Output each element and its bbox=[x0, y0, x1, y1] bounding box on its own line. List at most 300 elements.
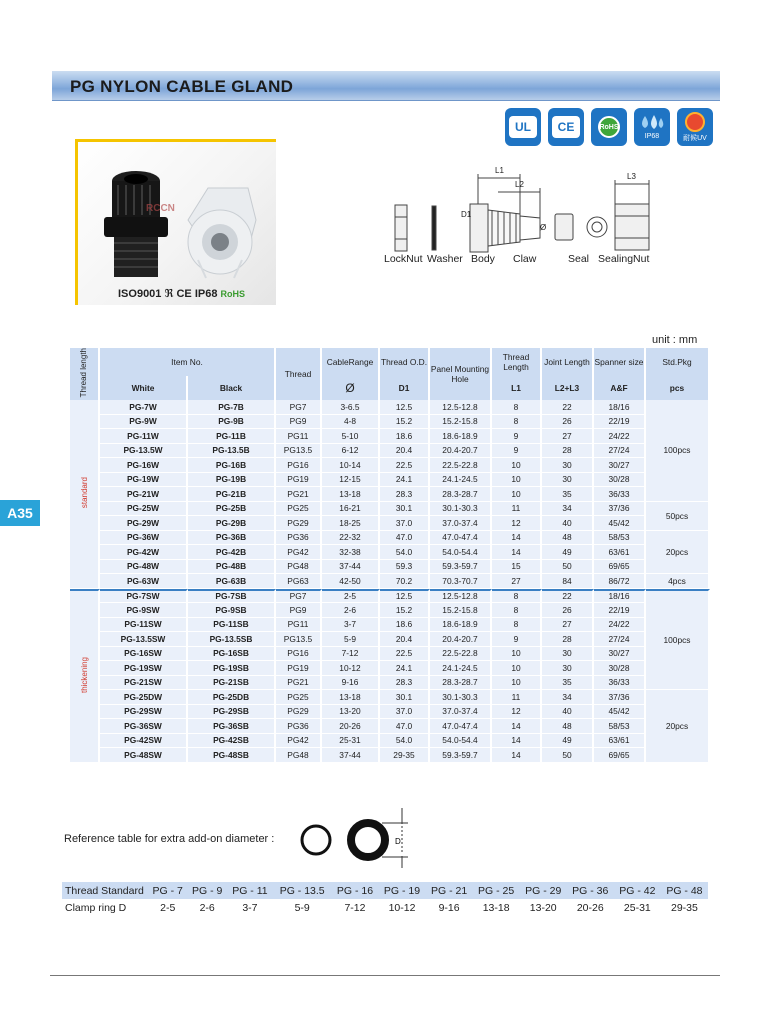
table-row bbox=[70, 429, 710, 444]
table-cell: 10 bbox=[492, 473, 542, 488]
table-cell: 8 bbox=[492, 415, 542, 430]
table-cell: 3-6.5 bbox=[322, 400, 380, 415]
std-pkg-sub: pcs bbox=[646, 376, 710, 400]
thread-length-side-label: Thread length bbox=[79, 348, 88, 398]
table-cell: 27/24 bbox=[594, 632, 646, 647]
table-cell: 28 bbox=[542, 444, 594, 459]
table-cell: PG-63W bbox=[100, 574, 188, 589]
table-cell: PG16 bbox=[276, 647, 322, 662]
table-cell: PG21 bbox=[276, 676, 322, 691]
unit-label: unit : mm bbox=[652, 334, 698, 346]
table-cell: PG-25DB bbox=[188, 690, 276, 705]
reference-cell: 29-35 bbox=[671, 901, 698, 914]
table-cell: 63/61 bbox=[594, 734, 646, 749]
thickening-side-label: thickening bbox=[79, 656, 89, 694]
table-cell: 27 bbox=[542, 429, 594, 444]
table-cell: 49 bbox=[542, 545, 594, 560]
table-cell: 14 bbox=[492, 545, 542, 560]
joint-length-header: Joint Length bbox=[542, 348, 594, 376]
table-cell: 54.0-54.4 bbox=[430, 734, 492, 749]
table-row bbox=[70, 661, 710, 676]
table-cell: PG-7SW bbox=[100, 589, 188, 604]
table-cell: 63/61 bbox=[594, 545, 646, 560]
table-cell: PG16 bbox=[276, 458, 322, 473]
table-cell: 22/19 bbox=[594, 415, 646, 430]
table-cell: 69/65 bbox=[594, 560, 646, 575]
table-cell: 30 bbox=[542, 473, 594, 488]
label-claw: Claw bbox=[513, 253, 537, 265]
thread-length-sub: L1 bbox=[492, 376, 542, 400]
table-cell: PG-25DW bbox=[100, 690, 188, 705]
label-body: Body bbox=[471, 253, 495, 265]
table-cell: PG25 bbox=[276, 502, 322, 517]
std-pkg-cell: 20pcs bbox=[646, 690, 710, 763]
reference-cell: PG - 11 bbox=[227, 882, 273, 899]
reference-clamp-row-label: Clamp ring D bbox=[65, 901, 127, 914]
table-cell: PG-29W bbox=[100, 516, 188, 531]
table-cell: 45/42 bbox=[594, 705, 646, 720]
table-cell: PG13.5 bbox=[276, 632, 322, 647]
black-header: Black bbox=[188, 376, 276, 400]
table-cell: 37.0-37.4 bbox=[430, 705, 492, 720]
table-cell: PG-19SW bbox=[100, 661, 188, 676]
table-cell: 47.0-47.4 bbox=[430, 531, 492, 546]
table-cell: 37/36 bbox=[594, 690, 646, 705]
table-cell: 49 bbox=[542, 734, 594, 749]
table-cell: 50 bbox=[542, 748, 594, 763]
table-cell: 48 bbox=[542, 531, 594, 546]
table-cell: PG-42W bbox=[100, 545, 188, 560]
table-cell: 22-32 bbox=[322, 531, 380, 546]
reference-table bbox=[62, 882, 708, 916]
table-cell: 69/65 bbox=[594, 748, 646, 763]
table-cell: 24.1-24.5 bbox=[430, 473, 492, 488]
table-cell: PG42 bbox=[276, 734, 322, 749]
table-cell: PG19 bbox=[276, 473, 322, 488]
table-cell: 9 bbox=[492, 444, 542, 459]
table-cell: PG36 bbox=[276, 531, 322, 546]
diagram-drawing bbox=[380, 170, 680, 255]
table-cell: 28 bbox=[542, 632, 594, 647]
joint-length-sub: L2+L3 bbox=[542, 376, 594, 400]
table-cell: 12.5-12.8 bbox=[430, 400, 492, 415]
reference-cell: 13-18 bbox=[482, 901, 510, 914]
reference-cell: PG - 42 bbox=[614, 882, 661, 899]
table-cell: 18-25 bbox=[322, 516, 380, 531]
table-cell: PG-16B bbox=[188, 458, 276, 473]
table-cell: 24/22 bbox=[594, 429, 646, 444]
table-cell: PG-29SW bbox=[100, 705, 188, 720]
table-cell: 34 bbox=[542, 502, 594, 517]
table-cell: 59.3-59.7 bbox=[430, 748, 492, 763]
reference-cell: 2-6 bbox=[199, 901, 215, 914]
table-cell: PG11 bbox=[276, 618, 322, 633]
table-cell: PG-13.5SB bbox=[188, 632, 276, 647]
table-cell: PG19 bbox=[276, 661, 322, 676]
table-cell: 4-8 bbox=[322, 415, 380, 430]
table-cell: 26 bbox=[542, 603, 594, 618]
table-row bbox=[70, 444, 710, 459]
table-cell: PG-25W bbox=[100, 502, 188, 517]
table-cell: 28.3 bbox=[380, 676, 430, 691]
table-cell: PG-7W bbox=[100, 400, 188, 415]
table-cell: PG29 bbox=[276, 516, 322, 531]
table-cell: 30/28 bbox=[594, 661, 646, 676]
table-row bbox=[70, 502, 710, 517]
reference-cell: PG - 36 bbox=[567, 882, 614, 899]
table-cell: 13-18 bbox=[322, 487, 380, 502]
table-cell: PG25 bbox=[276, 690, 322, 705]
table-cell: PG-21SB bbox=[188, 676, 276, 691]
table-cell: PG7 bbox=[276, 589, 322, 604]
table-cell: 22.5-22.8 bbox=[430, 458, 492, 473]
table-cell: 8 bbox=[492, 618, 542, 633]
table-row bbox=[70, 516, 710, 531]
table-cell: 30 bbox=[542, 458, 594, 473]
table-cell: 18.6-18.9 bbox=[430, 429, 492, 444]
dim-d1: D1 bbox=[461, 210, 472, 219]
table-cell: 37.0 bbox=[380, 516, 430, 531]
table-cell: PG36 bbox=[276, 719, 322, 734]
table-cell: 18.6 bbox=[380, 429, 430, 444]
table-cell: PG-48SB bbox=[188, 748, 276, 763]
panel-hole-header: Panel Mounting Hole bbox=[430, 348, 492, 400]
table-cell: 47.0 bbox=[380, 719, 430, 734]
table-cell: PG-25B bbox=[188, 502, 276, 517]
table-cell: 37-44 bbox=[322, 748, 380, 763]
photo-caption-main: ISO9001 ℜ CE IP68 bbox=[118, 288, 218, 300]
spanner-sub: A&F bbox=[594, 376, 646, 400]
reference-clamp-row bbox=[62, 899, 708, 916]
table-cell: 20-26 bbox=[322, 719, 380, 734]
table-cell: PG-48SW bbox=[100, 748, 188, 763]
table-cell: 54.0-54.4 bbox=[430, 545, 492, 560]
table-cell: PG-9SB bbox=[188, 603, 276, 618]
reference-header-row bbox=[62, 882, 708, 899]
table-cell: 30.1-30.3 bbox=[430, 690, 492, 705]
reference-cell: 3-7 bbox=[242, 901, 258, 914]
table-cell: PG-36B bbox=[188, 531, 276, 546]
table-row bbox=[70, 603, 710, 618]
std-pkg-cell: 100pcs bbox=[646, 400, 710, 502]
table-cell: 22.5 bbox=[380, 458, 430, 473]
reference-cell: PG - 21 bbox=[426, 882, 473, 899]
reference-cell: 20-26 bbox=[576, 901, 604, 914]
table-cell: PG-48B bbox=[188, 560, 276, 575]
reference-cell: PG - 19 bbox=[378, 882, 425, 899]
std-pkg-cell: 100pcs bbox=[646, 589, 710, 691]
table-cell: PG9 bbox=[276, 415, 322, 430]
table-row bbox=[70, 545, 710, 560]
spanner-header: Spanner size bbox=[594, 348, 646, 376]
uv-caption: 耐候UV bbox=[683, 134, 707, 142]
table-cell: PG-7B bbox=[188, 400, 276, 415]
table-cell: 14 bbox=[492, 748, 542, 763]
table-cell: 54.0 bbox=[380, 734, 430, 749]
table-row bbox=[70, 531, 710, 546]
table-row bbox=[70, 748, 710, 763]
table-cell: 14 bbox=[492, 719, 542, 734]
item-no-header: Item No. bbox=[100, 348, 276, 376]
table-cell: 15 bbox=[492, 560, 542, 575]
table-cell: 10 bbox=[492, 676, 542, 691]
table-cell: PG21 bbox=[276, 487, 322, 502]
table-cell: 37/36 bbox=[594, 502, 646, 517]
table-cell: 10 bbox=[492, 458, 542, 473]
reference-cell: 7-12 bbox=[344, 901, 366, 914]
ce-icon bbox=[548, 108, 584, 146]
spec-table bbox=[70, 348, 710, 763]
product-photo bbox=[75, 139, 276, 305]
table-cell: PG-19SB bbox=[188, 661, 276, 676]
black-gland-image bbox=[100, 167, 172, 285]
table-cell: 37.0 bbox=[380, 705, 430, 720]
table-row bbox=[70, 415, 710, 430]
table-cell: 40 bbox=[542, 516, 594, 531]
table-cell: PG-13.5B bbox=[188, 444, 276, 459]
ce-glyph: CE bbox=[552, 116, 580, 138]
table-cell: PG63 bbox=[276, 574, 322, 589]
dim-l3: L3 bbox=[627, 172, 636, 181]
group-side-cell bbox=[70, 589, 100, 763]
table-cell: 24.1 bbox=[380, 473, 430, 488]
table-cell: 12.5 bbox=[380, 589, 430, 604]
table-cell: PG-48W bbox=[100, 560, 188, 575]
table-cell: 24.1-24.5 bbox=[430, 661, 492, 676]
table-cell: PG42 bbox=[276, 545, 322, 560]
dim-l2: L2 bbox=[515, 180, 524, 189]
table-cell: 35 bbox=[542, 676, 594, 691]
table-cell: 8 bbox=[492, 400, 542, 415]
table-cell: PG48 bbox=[276, 560, 322, 575]
table-cell: 8 bbox=[492, 603, 542, 618]
table-row bbox=[70, 632, 710, 647]
table-cell: 10 bbox=[492, 487, 542, 502]
table-cell: 10-14 bbox=[322, 458, 380, 473]
photo-watermark: RCCN bbox=[146, 203, 175, 214]
table-cell: 22 bbox=[542, 589, 594, 604]
table-cell: 70.2 bbox=[380, 574, 430, 589]
table-row bbox=[70, 487, 710, 502]
reference-cell: PG - 48 bbox=[661, 882, 708, 899]
ip68-caption: IP68 bbox=[644, 133, 660, 140]
table-cell: 48 bbox=[542, 719, 594, 734]
table-cell: 45/42 bbox=[594, 516, 646, 531]
label-sealingnut: SealingNut bbox=[598, 253, 650, 265]
table-cell: PG48 bbox=[276, 748, 322, 763]
table-cell: 37.0-37.4 bbox=[430, 516, 492, 531]
table-row bbox=[70, 560, 710, 575]
group-side-cell bbox=[70, 400, 100, 589]
reference-cell: 5-9 bbox=[294, 901, 310, 914]
table-cell: 59.3 bbox=[380, 560, 430, 575]
table-cell: 12.5-12.8 bbox=[430, 589, 492, 604]
table-cell: 15.2 bbox=[380, 603, 430, 618]
table-cell: 20.4-20.7 bbox=[430, 444, 492, 459]
reference-header-row-label: Thread Standard bbox=[62, 882, 148, 899]
table-cell: 2-6 bbox=[322, 603, 380, 618]
white-header: White bbox=[100, 376, 188, 400]
table-cell: 30.1 bbox=[380, 502, 430, 517]
reference-cell: PG - 29 bbox=[520, 882, 567, 899]
table-cell: 58/53 bbox=[594, 719, 646, 734]
table-cell: 22 bbox=[542, 400, 594, 415]
cable-range-sub: Ø bbox=[322, 376, 380, 400]
table-cell: 12.5 bbox=[380, 400, 430, 415]
table-cell: 9 bbox=[492, 632, 542, 647]
table-cell: 15.2 bbox=[380, 415, 430, 430]
table-cell: 35 bbox=[542, 487, 594, 502]
table-row bbox=[70, 676, 710, 691]
table-cell: PG-13.5W bbox=[100, 444, 188, 459]
table-cell: 18/16 bbox=[594, 589, 646, 604]
page-tag: A35 bbox=[0, 500, 40, 526]
table-row bbox=[70, 734, 710, 749]
table-cell: 14 bbox=[492, 734, 542, 749]
table-cell: 34 bbox=[542, 690, 594, 705]
reference-table-body bbox=[62, 882, 708, 916]
table-cell: PG-63B bbox=[188, 574, 276, 589]
table-cell: PG-42SW bbox=[100, 734, 188, 749]
table-row bbox=[70, 719, 710, 734]
table-row bbox=[70, 690, 710, 705]
table-cell: PG-19W bbox=[100, 473, 188, 488]
table-cell: 70.3-70.7 bbox=[430, 574, 492, 589]
table-cell: PG-21W bbox=[100, 487, 188, 502]
std-pkg-cell: 50pcs bbox=[646, 502, 710, 531]
white-gland-image bbox=[178, 180, 258, 290]
thread-length-col-header: Thread Length bbox=[492, 348, 542, 376]
table-cell: 28.3-28.7 bbox=[430, 487, 492, 502]
table-cell: 47.0 bbox=[380, 531, 430, 546]
table-cell: 9 bbox=[492, 429, 542, 444]
table-cell: PG-16SB bbox=[188, 647, 276, 662]
table-cell: 10-12 bbox=[322, 661, 380, 676]
table-cell: 20.4-20.7 bbox=[430, 632, 492, 647]
ul-glyph: UL bbox=[509, 116, 537, 138]
table-cell: 37-44 bbox=[322, 560, 380, 575]
exploded-diagram bbox=[380, 166, 680, 270]
table-cell: 58/53 bbox=[594, 531, 646, 546]
cert-icons bbox=[505, 108, 713, 148]
table-cell: PG-13.5SW bbox=[100, 632, 188, 647]
dim-l1: L1 bbox=[495, 166, 504, 175]
reference-cell: PG - 9 bbox=[187, 882, 226, 899]
table-cell: 11 bbox=[492, 502, 542, 517]
table-cell: 28.3 bbox=[380, 487, 430, 502]
thread-od-header: Thread O.D. bbox=[380, 348, 430, 376]
table-cell: 54.0 bbox=[380, 545, 430, 560]
table-cell: 42-50 bbox=[322, 574, 380, 589]
reference-cell: PG - 25 bbox=[473, 882, 520, 899]
table-cell: 40 bbox=[542, 705, 594, 720]
table-cell: PG13.5 bbox=[276, 444, 322, 459]
reference-cell: PG - 16 bbox=[331, 882, 378, 899]
table-cell: 36/33 bbox=[594, 676, 646, 691]
table-cell: 16-21 bbox=[322, 502, 380, 517]
table-cell: 27/24 bbox=[594, 444, 646, 459]
table-cell: 47.0-47.4 bbox=[430, 719, 492, 734]
table-cell: 18/16 bbox=[594, 400, 646, 415]
reference-cell: 2-5 bbox=[160, 901, 176, 914]
table-cell: 15.2-15.8 bbox=[430, 415, 492, 430]
table-cell: 3-7 bbox=[322, 618, 380, 633]
table-row bbox=[70, 458, 710, 473]
table-cell: 15.2-15.8 bbox=[430, 603, 492, 618]
table-cell: PG29 bbox=[276, 705, 322, 720]
std-pkg-cell: 4pcs bbox=[646, 574, 710, 589]
reference-cell: 25-31 bbox=[623, 901, 651, 914]
table-cell: 12 bbox=[492, 516, 542, 531]
table-cell: 12 bbox=[492, 705, 542, 720]
table-cell: PG11 bbox=[276, 429, 322, 444]
std-pkg-cell: 20pcs bbox=[646, 531, 710, 575]
table-cell: PG-36SW bbox=[100, 719, 188, 734]
table-cell: PG-19B bbox=[188, 473, 276, 488]
dim-phi: Ø bbox=[540, 223, 547, 232]
table-row bbox=[70, 574, 710, 589]
table-cell: 25-31 bbox=[322, 734, 380, 749]
table-cell: 13-18 bbox=[322, 690, 380, 705]
table-cell: PG9 bbox=[276, 603, 322, 618]
table-cell: 10 bbox=[492, 647, 542, 662]
table-cell: 12-15 bbox=[322, 473, 380, 488]
thread-length-header bbox=[70, 348, 100, 400]
table-cell: 18.6-18.9 bbox=[430, 618, 492, 633]
rohs-icon bbox=[591, 108, 627, 146]
table-cell: 10 bbox=[492, 661, 542, 676]
table-row bbox=[70, 400, 710, 415]
ip68-icon bbox=[634, 108, 670, 146]
label-washer: Washer bbox=[427, 253, 463, 265]
table-cell: PG-16SW bbox=[100, 647, 188, 662]
table-cell: 32-38 bbox=[322, 545, 380, 560]
table-cell: PG-7SB bbox=[188, 589, 276, 604]
table-cell: 24/22 bbox=[594, 618, 646, 633]
table-cell: 18.6 bbox=[380, 618, 430, 633]
table-cell: 50 bbox=[542, 560, 594, 575]
spec-table-body bbox=[70, 400, 710, 763]
table-cell: PG-16W bbox=[100, 458, 188, 473]
table-cell: PG-11W bbox=[100, 429, 188, 444]
table-cell: 5-10 bbox=[322, 429, 380, 444]
table-cell: 86/72 bbox=[594, 574, 646, 589]
table-row bbox=[70, 647, 710, 662]
thread-header: Thread bbox=[276, 348, 322, 400]
table-cell: PG-42SB bbox=[188, 734, 276, 749]
ring-dim-label: D bbox=[395, 837, 401, 846]
reference-cell: PG - 7 bbox=[148, 882, 187, 899]
reference-label: Reference table for extra add-on diameter : bbox=[64, 833, 275, 845]
table-cell: 30/27 bbox=[594, 458, 646, 473]
photo-caption bbox=[118, 287, 245, 300]
bottom-rule bbox=[50, 975, 720, 976]
table-cell: 30 bbox=[542, 661, 594, 676]
table-cell: PG-11SW bbox=[100, 618, 188, 633]
table-row bbox=[70, 618, 710, 633]
page-title: PG NYLON CABLE GLAND bbox=[70, 77, 294, 96]
thread-od-sub: D1 bbox=[380, 376, 430, 400]
table-cell: 30/28 bbox=[594, 473, 646, 488]
table-cell: 27 bbox=[492, 574, 542, 589]
reference-cell: 13-20 bbox=[529, 901, 557, 914]
table-cell: 24.1 bbox=[380, 661, 430, 676]
table-cell: PG-11SB bbox=[188, 618, 276, 633]
table-cell: 28.3-28.7 bbox=[430, 676, 492, 691]
reference-cell: 9-16 bbox=[438, 901, 460, 914]
table-cell: 14 bbox=[492, 531, 542, 546]
reference-cell: PG - 13.5 bbox=[273, 882, 331, 899]
